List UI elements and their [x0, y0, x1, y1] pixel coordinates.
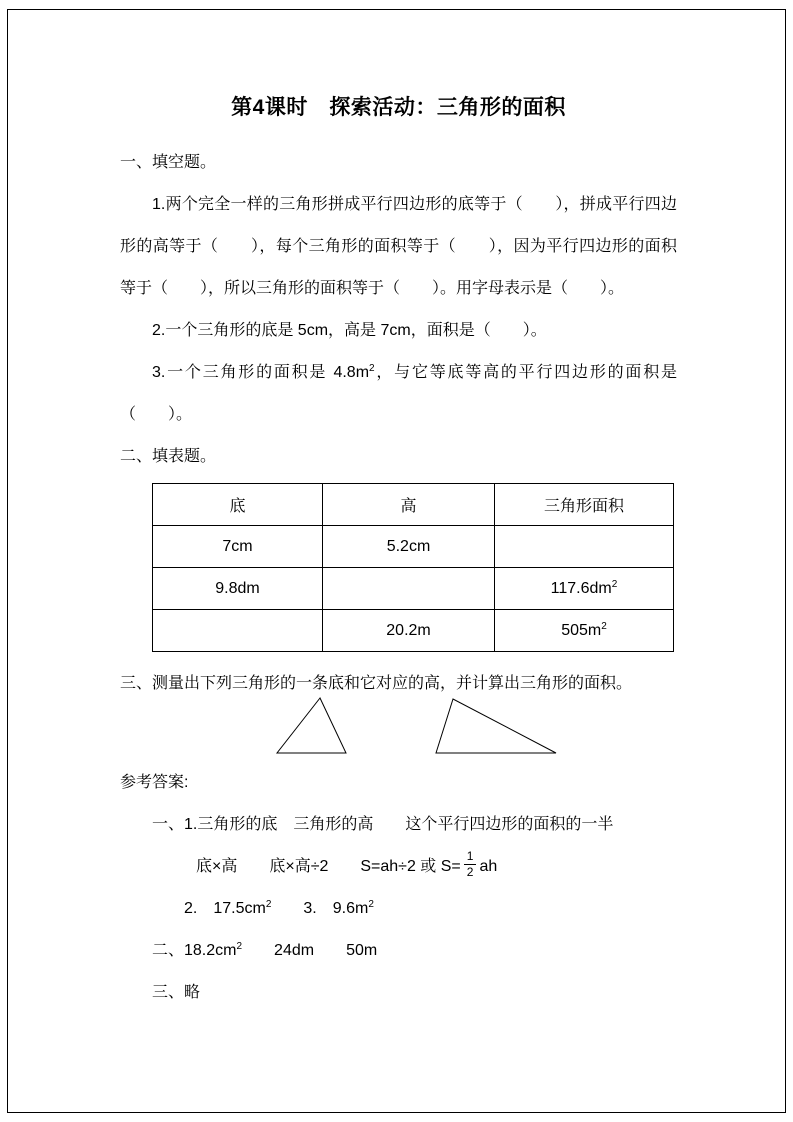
table-row	[153, 568, 674, 610]
table-header-height: 高	[323, 484, 495, 526]
section-three-heading: 三、测量出下列三角形的一条底和它对应的高，并计算出三角形的面积。	[120, 675, 633, 692]
superscript-2: 2	[368, 899, 374, 910]
answers-heading: 参考答案:	[120, 774, 189, 791]
answer-line-2-text-cont: ah	[479, 858, 498, 875]
answer-line-4	[120, 930, 677, 972]
superscript-2: 2	[236, 941, 243, 952]
question-1: 1.两个完全一样的三角形拼成平行四边形的底等于（ ），拼成平行四边形的高等于（ ），每个三角形的面积等于（ ），因为平行四边形的面积等于（ ），所以三角形的面积等于（ ）。用字母表示是（ ）。	[120, 196, 677, 297]
table-header-area: 三角形面积	[495, 484, 674, 526]
fraction-denominator: 2	[466, 865, 474, 880]
table-cell-height	[323, 568, 495, 610]
table-header-base: 底	[153, 484, 323, 526]
answer-line-4-text: 二、18.2cm	[152, 942, 237, 959]
question-3-text: 3.一个三角形的面积是 4.8m	[152, 364, 370, 381]
question-3	[120, 352, 677, 436]
table-cell-height	[323, 526, 495, 568]
cell-text: 9.8dm	[215, 579, 260, 597]
superscript-2: 2	[601, 620, 607, 632]
answer-line-1: 一、1.三角形的底 三角形的高 这个平行四边形的面积的一半	[152, 816, 614, 833]
table-cell-base	[153, 568, 323, 610]
triangle-figure-2	[434, 697, 559, 755]
triangle-figures	[120, 697, 677, 757]
section-two-heading: 二、填表题。	[120, 448, 217, 465]
cell-text: 5.2cm	[386, 537, 431, 555]
question-2: 2.一个三角形的底是 5cm，高是 7cm，面积是（ ）。	[152, 322, 547, 339]
superscript-2: 2	[369, 363, 375, 374]
superscript-2: 2	[265, 899, 272, 910]
question-3-text-cont: ，与它等底等高的平行四边形的面积是（ ）。	[120, 364, 677, 423]
page-content	[120, 94, 677, 1014]
table-cell-base	[153, 526, 323, 568]
answer-line-3-text-cont: 3. 9.6m	[271, 900, 369, 917]
fill-in-table	[152, 483, 674, 652]
page-title: 第4课时 探索活动：三角形的面积	[231, 96, 566, 119]
table-cell-area	[495, 568, 674, 610]
triangle-figure-1	[275, 697, 350, 755]
table-row	[153, 610, 674, 652]
section-one-heading: 一、填空题。	[120, 154, 217, 171]
table-row	[153, 526, 674, 568]
answer-line-2-text: 底×高 底×高÷2 S=ah÷2 或 S=	[196, 858, 461, 875]
cell-text: 117.6dm	[550, 579, 612, 597]
table-header-row	[153, 484, 674, 526]
table-cell-area	[495, 526, 674, 568]
answer-line-2	[120, 846, 677, 888]
cell-text: 505m	[561, 621, 602, 639]
answer-line-4-text-cont: 24dm 50m	[242, 942, 378, 959]
fraction-numerator: 1	[464, 850, 477, 865]
answer-line-5: 三、略	[152, 984, 201, 1001]
cell-text: 7cm	[222, 537, 253, 555]
fraction-one-half	[464, 850, 477, 879]
table-cell-base	[153, 610, 323, 652]
superscript-2: 2	[611, 578, 618, 590]
cell-text: 20.2m	[386, 621, 431, 639]
answer-line-3	[120, 888, 677, 930]
table-cell-height	[323, 610, 495, 652]
table-cell-area	[495, 610, 674, 652]
answer-line-3-text: 2. 17.5cm	[184, 900, 266, 917]
